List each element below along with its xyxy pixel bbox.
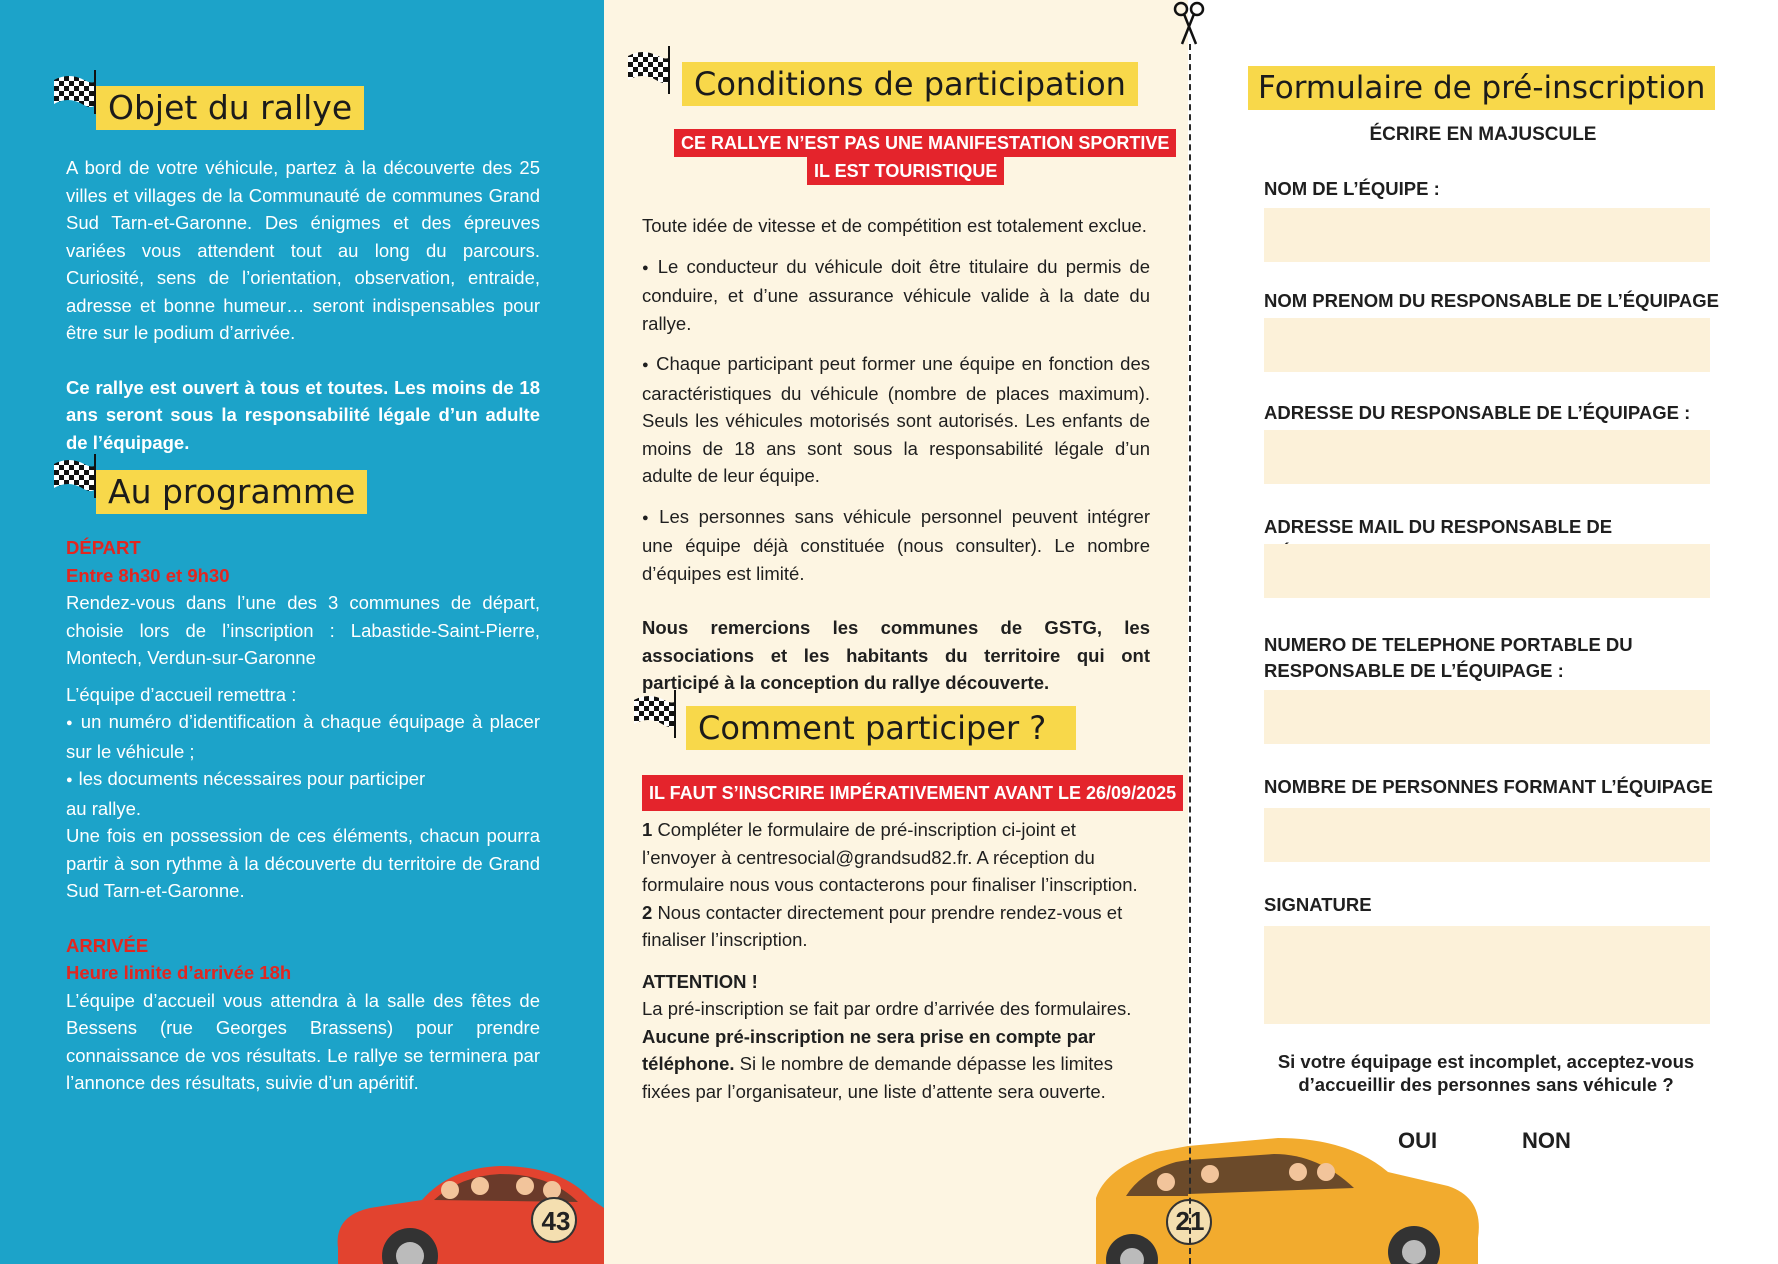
comment-text <box>642 816 1150 1105</box>
step-1 <box>642 816 1150 899</box>
conditions-bullet-2 <box>642 350 1150 490</box>
checkered-flag-icon <box>624 686 680 734</box>
field-label-responsible-name: NOM PRENOM DU RESPONSABLE DE L’ÉQUIPAGE <box>1264 290 1720 311</box>
field-label-email: ADRESSE MAIL DU RESPONSABLE DE <box>1264 516 1613 537</box>
team-name-field[interactable] <box>1264 208 1710 262</box>
field-label-phone: NUMERO DE TELEPHONE PORTABLE DU RESPONSABLE DE L’ÉQUIPAGE : <box>1264 634 1633 681</box>
arrivee-time: Heure limite d’arrivée 18h <box>66 962 292 983</box>
red-car-number: 43 <box>541 1206 571 1236</box>
red-car-icon <box>330 1138 604 1264</box>
responsible-name-field[interactable] <box>1264 318 1710 372</box>
arrivee-label: ARRIVÉE <box>66 934 149 956</box>
comment-banner: IL FAUT S’INSCRIRE IMPÉRATIVEMENT AVANT LE 26/09/2025 <box>642 775 1183 811</box>
objet-text <box>66 154 540 456</box>
objet-paragraph-1: A bord de votre véhicule, partez à la découverte des 25 villes et villages de la Communauté de communes Grand Sud Tarn-et-Garonne. Des énigmes et des épreuves variées vous attendent tout au long du parcours. Curiosité, sens de l’orientation, observation, entraide, adresse et bonne humeur… seront indispensables pour être sur le podium d’arrivée. <box>66 157 540 343</box>
attention-1: La pré-inscription se fait par ordre d’arrivée des formulaires. <box>642 998 1132 1019</box>
comment-title: Comment participer ? <box>686 706 1076 750</box>
right-panel <box>1175 0 1778 1264</box>
scissors-icon <box>1172 0 1206 48</box>
accueil-bullet-1-text: un numéro d’identification à chaque équipage à placer sur le véhicule ; <box>66 711 540 762</box>
accueil-bullet-2 <box>66 765 540 795</box>
depart-text: Rendez-vous dans l’une des 3 communes de départ, choisie lors de l’inscription : Labastide-Saint-Pierre, Montech, Verdun-sur-Garonne <box>66 592 540 668</box>
objet-paragraph-2: Ce rallye est ouvert à tous et toutes. Les moins de 18 ans seront sous la responsabilité légale d’un adulte de l’équipage. <box>66 376 540 453</box>
attention-2 <box>642 1023 1150 1106</box>
conditions-bullet-1 <box>642 253 1150 338</box>
conditions-bullet-2-text: Chaque participant peut former une équipe en fonction des caractéristiques du véhicule (nombre de places maximum). Seuls les véhicules motorisés sont autorisés. Les enfants de moins de 18 ans sont sous la responsabilité légale d’un adulte de leur équipe. <box>642 353 1150 486</box>
conditions-intro: Toute idée de vitesse et de compétition est totalement exclue. <box>642 215 1147 236</box>
depart-label: DÉPART <box>66 537 141 558</box>
programme-text <box>66 534 540 1097</box>
accueil-bullet-1 <box>66 708 540 765</box>
depart-time: Entre 8h30 et 9h30 <box>66 564 230 586</box>
objet-title: Objet du rallye <box>96 86 364 130</box>
conditions-banner-line1: CE RALLYE N’EST PAS UNE MANIFESTATION SPORTIVE <box>674 129 1176 157</box>
conditions-text <box>642 212 1150 697</box>
conditions-thanks: Nous remercions les communes de GSTG, les associations et les habitants du territoire qui ont participé à la conception du rallye découverte. <box>642 617 1150 693</box>
form-question: Si votre équipage est incomplet, acceptez-vous d’accueillir des personnes sans véhicule ? <box>1277 1051 1695 1095</box>
conditions-bullet-1-text: Le conducteur du véhicule doit être titulaire du permis de conduire, et d’une assurance véhicule valide à la date du rallye. <box>642 255 1150 334</box>
field-label-team-size: NOMBRE DE PERSONNES FORMANT L’ÉQUIPAGE <box>1264 776 1713 797</box>
yellow-car-icon <box>1096 1128 1188 1264</box>
form-subtitle: ÉCRIRE EN MAJUSCULE <box>1369 124 1597 145</box>
non-option[interactable]: NON <box>1522 1128 1571 1153</box>
middle-panel <box>604 0 1188 1264</box>
address-field[interactable] <box>1264 430 1710 484</box>
step-2-text: Nous contacter directement pour prendre rendez-vous et finaliser l’inscription. <box>642 901 1123 950</box>
accueil-bullet-2-text: les documents nécessaires pour participer <box>78 768 426 789</box>
yellow-car-number: 21 <box>1175 1206 1205 1236</box>
team-size-field[interactable] <box>1264 808 1710 862</box>
checkered-flag-icon <box>44 66 100 114</box>
oui-option[interactable]: OUI <box>1398 1128 1438 1153</box>
field-label-team-name: NOM DE L’ÉQUIPE : <box>1264 178 1440 199</box>
step-2-number: 2 <box>642 901 653 923</box>
accueil-intro: L’équipe d’accueil remettra : <box>66 683 297 705</box>
step-1-number: 1 <box>642 819 653 840</box>
step-1-text: Compléter le formulaire de pré-inscription ci-joint et l’envoyer à centresocial@grandsud82.fr. A réception du formulaire nous vous contacterons pour finaliser l’inscription. <box>642 819 1138 895</box>
field-label-signature: SIGNATURE <box>1264 894 1372 915</box>
conditions-banner-line2: IL EST TOURISTIQUE <box>807 157 1004 185</box>
arrivee-text: L’équipe d’accueil vous attendra à la salle des fêtes de Bessens (rue Georges Brassens) pour prendre connaissance de vos résultats. Le rallye se terminera par l’annonce des résultats, suivie d’un apéritif. <box>66 989 540 1093</box>
conditions-bullet-3-text: Les personnes sans véhicule personnel peuvent intégrer une équipe déjà constituée (nous consulter). Le nombre d’équipes est limité. <box>642 505 1150 584</box>
conditions-title: Conditions de participation <box>682 62 1138 106</box>
email-field[interactable] <box>1264 544 1710 598</box>
attention-label: ATTENTION ! <box>642 970 758 992</box>
yellow-car-icon <box>1188 1128 1488 1264</box>
step-2 <box>642 899 1150 954</box>
checkered-flag-icon <box>44 450 100 498</box>
accueil-bullet-2-cont: au rallye. <box>66 797 142 819</box>
left-panel <box>0 0 604 1264</box>
signature-field[interactable] <box>1264 926 1710 1024</box>
phone-field[interactable] <box>1264 690 1710 744</box>
checkered-flag-icon <box>618 42 674 90</box>
conditions-bullet-3 <box>642 503 1150 588</box>
cut-line <box>1189 44 1191 1264</box>
programme-title: Au programme <box>96 470 367 514</box>
programme-suite: Une fois en possession de ces éléments, chacun pourra partir à son rythme à la découverte du territoire de Grand Sud Tarn-et-Garonne. <box>66 825 540 901</box>
form-title: Formulaire de pré-inscription <box>1248 66 1715 110</box>
attention-2-rest: Si le nombre de demande dépasse les limites fixées par l’organisateur, une liste d’attente sera ouverte. <box>642 1053 1113 1102</box>
field-label-address: ADRESSE DU RESPONSABLE DE L’ÉQUIPAGE : <box>1264 402 1691 423</box>
attention-2-bold: Aucune pré-inscription ne sera prise en compte par téléphone. <box>642 1025 1096 1074</box>
